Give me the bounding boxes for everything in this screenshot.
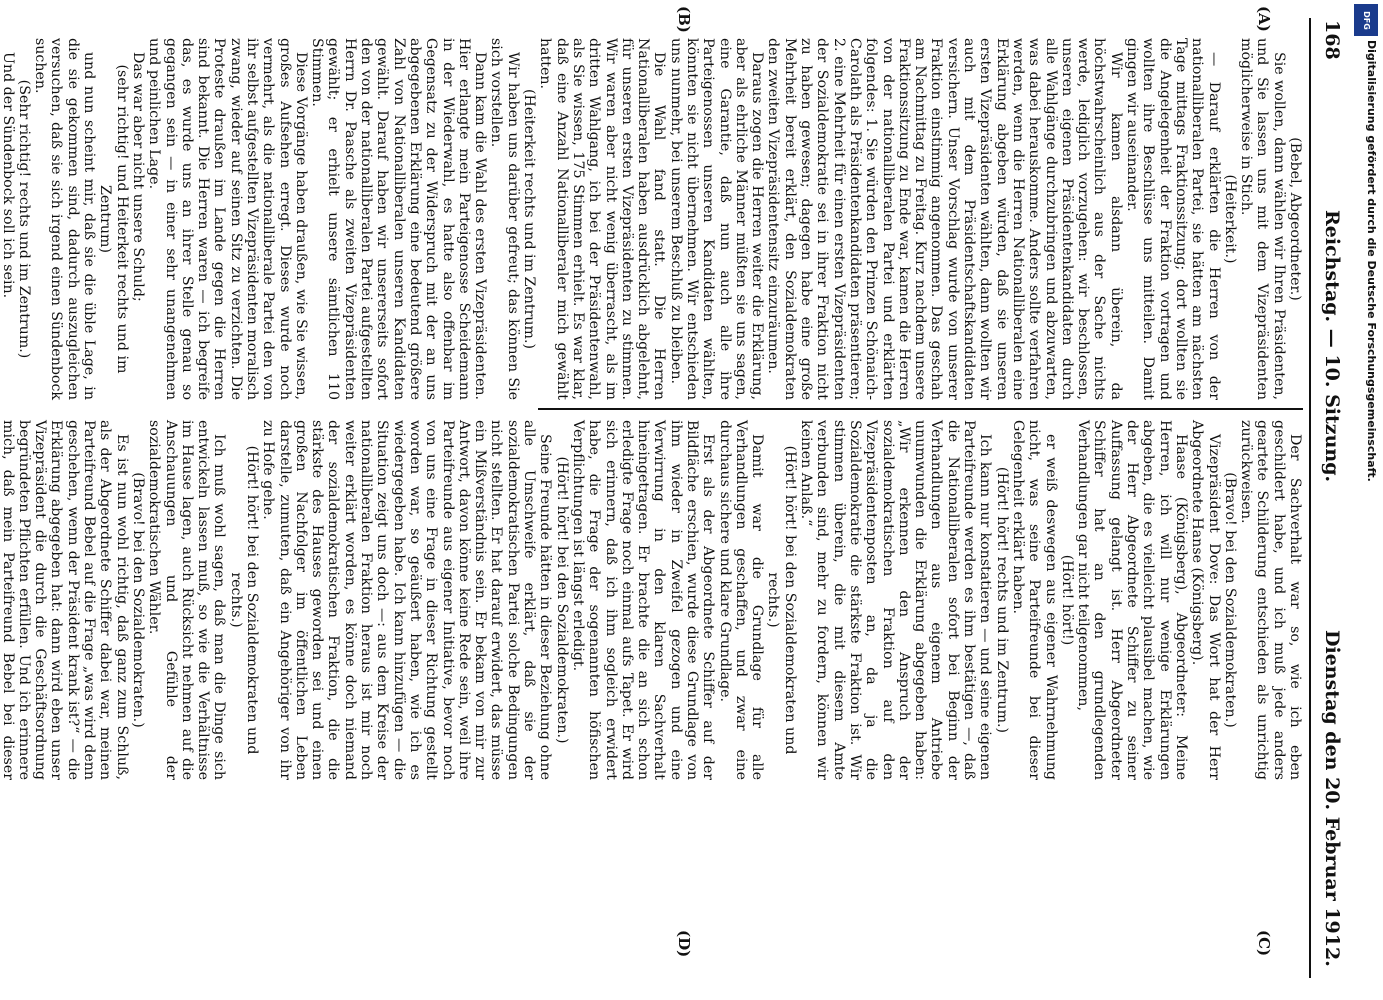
- paragraph: Die Wahl fand statt. Die Herren Nationalliberalen haben ausdrücklich abgelehnt, für unseren ersten Vizepräsidenten zu stimmen. Wir waren aber nicht wenig überrascht, als im dritten Wahlgang, ich bei der Präsidentenwahl, als Sie wissen, 175 Stimmen erhielt. Es war klar, daß eine Anzahl Nationalliberaler mich gewählt hatten.: [537, 38, 668, 400]
- paragraph: (Bravo! bei den Sozialdemokraten.): [129, 472, 146, 728]
- paragraph: Der Sachverhalt war so, wie ich eben geschildert habe, und ich muß jede anders geartete Schilderung entschieden als unrichtig zurückweisen.: [1238, 420, 1303, 780]
- funding-credit: Digitalisierung gefördert durch die Deutsche Forschungsgemeinschaft.: [1365, 40, 1378, 482]
- margin-mark-a: (A): [1255, 6, 1273, 32]
- paragraph: und nun scheint mir, daß sie die üble Lage, in die sie gekommen sind, dadurch auszugleichen versuchen, daß sie sich irgend einen Sündenbock suchen.: [32, 38, 98, 400]
- paragraph: Sie wollen, dann wählen wir Ihren Präsidenten, und Sie lassen uns mit dem Vizepräsidenten möglicherweise in Stich.: [1238, 38, 1287, 400]
- dfg-logo-icon: [1354, 4, 1378, 36]
- running-date: Dienstag den 20. Februar 1912.: [1321, 630, 1343, 967]
- dfg-logo-text: DFG: [1361, 10, 1371, 30]
- paragraph: Dann kam die Wahl des ersten Vizepräsidenten. Hier erlangte mein Parteigenosse Scheidemann in der Wiederwahl, es hatte also offenbar im Gegensatz zu der Widerspruch mit der an uns abgegebenen Erklärung eine bedeutend größere Zahl von Nationalliberalen unseren Kandidaten gewählt. Darauf haben wir unsererseits sofort den von der nationalliberalen Partei aufgestellten Herrn Dr. Paasche als zweiten Vizepräsidenten gewählt; er erhielt unsere sämtlichen 110 Stimmen.: [309, 38, 489, 400]
- paragraph: Erst als der Abgeordnete Schiffer auf der Bildfläche erschien, wurde diese Grundlage von ihm wieder in Zweifel gezogen und eine Verwirrung in den klaren Sachverhalt hineingetragen. Er brachte die an sich schon erledigte Frage noch einmal aufs Tapet. Er wird sich erinnern, daß ich ihm sogleich erwidert habe, die Frage der sogenannten höfischen Verpflichtungen ist längst erledigt.: [569, 420, 717, 780]
- paragraph: (Heiterkeit.): [1221, 174, 1238, 264]
- paragraph: (Heiterkeit rechts und im Zentrum.): [521, 88, 538, 350]
- margin-mark-c: (C): [1255, 930, 1273, 957]
- paragraph: (Bravo! bei den Sozialdemokraten.): [1221, 472, 1238, 728]
- page-header: [1313, 20, 1353, 980]
- paragraph: (sehr richtig! und Heiterkeit rechts und im Zentrum): [97, 64, 130, 374]
- paragraph: Ich kann nur konstatieren — und seine eigenen Parteifreunde werden es ihm bestätigen —, daß die Nationalliberalen sofort bei Beginn der Verhandlungen aus eigenem Antriebe unumwunden die Erklärung abgegeben haben: „Wir erkennen den Anspruch der sozialdemokratischen Fraktion auf den Vizepräsidentenposten an, da ja die Sozialdemokratie die stärkste Fraktion ist. Wir stimmen überein, die mit diesem Amte verbunden sind, mehr zu fordern, können wir keinen Anlaß.“: [798, 420, 994, 780]
- paragraph: Vizepräsident Dove: Das Wort hat der Herr Abgeordnete Hanse (Königsberg).: [1189, 420, 1222, 780]
- paragraph: Ich muß wohl sagen, daß man die Dinge sich entwickeln lassen muß, so wie die Verhältnisse im Hause lagen, auch Rücksicht nehmen auf die Anschauungen und Gefühle der sozialdemokratischen Wähler.: [146, 420, 228, 780]
- text-column-left: [0, 38, 1303, 400]
- paragraph: Wir kamen alsdann überein, da höchstwahrscheinlich aus der Sache nichts werde, lediglich vorzugehen: wir beschlossen, unseren eigenen Präsidentenkandidaten durch alle Wahlgänge durchzubringen und abzuwarten, was dabei herauskomme. Anders sollte verfahren werden, wenn die Herren Nationalliberalen eine Erklärung abgeben würden, daß sie unseren ersten Vizepräsidenten wählten, dann wollten wir auch mit dem Präsidentschaftskandidaten versichern. Unser Vorschlag wurde von unserer Fraktion einstimmig angenommen. Das geschah am Nachmittag zu Freitag. Kurz nachdem unsere Fraktionssitzung zu Ende war, kamen die Herren von der nationalliberalen Partei und erklärten folgendes: 1. Sie würden den Prinzen Schönaich-Carolath als Präsidentenkandidaten präsentieren; 2. eine Mehrheit für einen ersten Vizepräsidenten der Sozialdemokratie sei in ihrer Fraktion nicht zu haben gewesen; dagegen habe eine große Mehrheit bereit erklärt, den Sozialdemokraten den zweiten Vizepräsidentensitz einzuräumen.: [765, 38, 1124, 400]
- paragraph: Wir haben uns darüber gefreut; das können Sie sich vorstellen.: [488, 38, 521, 400]
- margin-mark-d: (D): [675, 930, 693, 958]
- paragraph: Und der Sündenbock soll ich sein.: [0, 52, 16, 299]
- header-rule: [1309, 18, 1311, 978]
- paragraph: (Hört! hört! bei den Sozialdemokraten und rechts.): [765, 445, 798, 755]
- page-number: 168: [1321, 20, 1343, 60]
- paragraph: Das war aber nicht unsere Schuld;: [129, 52, 146, 302]
- text-column-right: [0, 420, 1303, 780]
- paragraph: Damit war die Grundlage für alle Verhandlungen geschaffen, und zwar eine durchaus sichere und klare Grundlage.: [716, 420, 766, 780]
- paragraph: Diese Vorgänge haben draußen, wie Sie wissen, großes Aufsehen erregt. Dieses wurde noch vermehrt, als die nationalliberale Partei den von ihr selbst aufgestellten Vizepräsidenten moralisch zwang, wieder auf seinen Sitz zu verzichten. Die Proteste draußen im Lande gegen die Herren sind bekannt. Die Herren waren — ich begreife das, es wurde uns an ihrer Stelle genau so gegangen sein — in einer sehr unangenehmen und peinlichen Lage.: [146, 38, 309, 400]
- paragraph: — Darauf erklärten die Herren von der nationalliberalen Partei, sie hätten am nächsten Tage mittags Fraktionssitzung; dort wollten sie die Angelegenheit der Fraktion vortragen und wollten ihre Beschlüsse uns mitteilen. Damit gingen wir auseinander.: [1124, 38, 1222, 400]
- paragraph: Daraus zogen die Herren weiter die Erklärung, aber als ehrliche Männer müßten sie uns sagen, eine Garantie, daß nun auch alle ihre Parteigenossen unseren Kandidaten wählten, könnten sie nicht übernehmen. Wir entschieden uns nunmehr, bei unserem Beschluß zu bleiben.: [667, 38, 766, 400]
- paragraph: er weiß deswegen aus eigener Wahrnehmung nicht, was seine Parteifreunde bei dieser Gelegenheit erklärt haben.: [1009, 420, 1059, 780]
- column-divider: [538, 408, 1303, 410]
- margin-mark-b: (B): [675, 6, 693, 33]
- paragraph: Haase (Königsberg), Abgeordneter: Meine Herren, ich will nur wenige Erklärungen abgeben, die es vielleicht plausibel machen, wie der Herr Abgeordnete Schiffer zu seiner Auffassung gelangt ist. Herr Abgeordneter Schiffer hat an den grundlegenden Verhandlungen gar nicht teilgenommen,: [1075, 420, 1189, 780]
- paragraph: (Hört! hört! bei den Sozialdemokraten.): [553, 456, 570, 744]
- paragraph: (Hört! hört! bei den Sozialdemokraten und rechts.): [227, 445, 260, 755]
- paragraph: (Hört! hört! rechts und im Zentrum.): [993, 466, 1010, 734]
- paragraph: Seine Freunde hätten in dieser Beziehung ohne alle Umschweife erklärt, daß sie der sozialdemokratischen Partei solche Bedingungen nicht stellten. Er hat darauf erwidert, das müsse ein Mißverständnis sein. Er bekam von mir zur Antwort, davon könne keine Rede sein, weil ihre Parteifreunde aus eigener Initiative, bevor noch von uns eine Frage in dieser Richtung gestellt worden war, so geäußert haben, wie ich es wiedergegeben habe. Ich kann hinzufügen — die Situation zeigt uns doch —: aus dem Kreise der nationalliberalen Fraktion heraus ist mir noch weiter erklärt worden, es könne doch niemand der sozialdemokratischen Fraktion, die die stärkste des Hauses geworden sei und einen großen Nachfolger im öffentlichen Leben darstelle, zumuten, daß ein Angehöriger von ihr zu Hofe gehe.: [260, 420, 554, 780]
- paragraph: (Bebel, Abgeordneter.): [1287, 137, 1303, 301]
- paragraph: (Hört! hört!): [1058, 554, 1075, 646]
- paragraph: (Sehr richtig! rechts und im Zentrum.): [15, 79, 32, 359]
- running-title: Reichstag. — 10. Sitzung.: [1321, 210, 1343, 483]
- paragraph: Es ist nun wohl richtig, daß ganz zum Schluß, als der Abgeordnete Schiffer dabei war, meinen Parteifreund Bebel auf die Frage „was wird denn geschehen, wenn der Präsident krank ist?“ — die Erklärung abgegeben hat: dann wird eben unser Vizepräsident die durch die Geschäftsordnung begründeten Pflichten erfüllen. Und ich erinnere mich, daß mein Parteifreund Bebel bei dieser: [0, 420, 130, 780]
